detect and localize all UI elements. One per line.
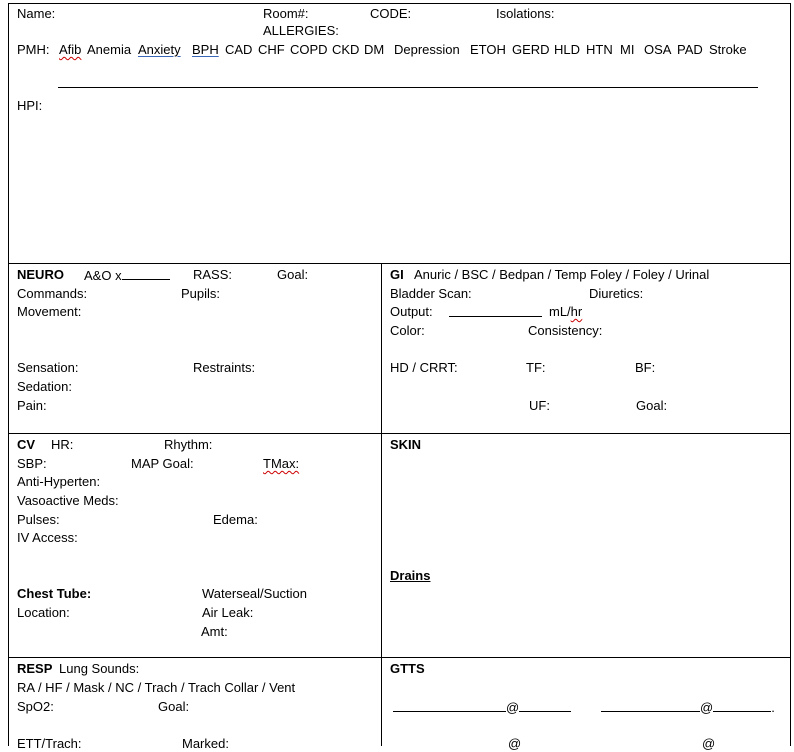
pmh-item: HTN (586, 42, 613, 57)
pmh-item: GERD (512, 42, 550, 57)
rass-label: RASS: (193, 267, 233, 282)
hr-label: HR: (51, 437, 74, 452)
marked-label: Marked: (182, 736, 229, 751)
edema-label: Edema: (213, 512, 258, 527)
map-goal-label: MAP Goal: (131, 456, 194, 471)
sedation-label: Sedation: (17, 379, 72, 394)
ett-trach-label: ETT/Trach: (17, 736, 82, 751)
restraints-label: Restraints: (193, 360, 256, 375)
isolations-label: Isolations: (496, 6, 555, 21)
tmax-label: TMax: (263, 456, 300, 471)
gi-goal-label: Goal: (636, 398, 668, 413)
pmh-item: MI (620, 42, 635, 57)
sbp-label: SBP: (17, 456, 47, 471)
allergies-label: ALLERGIES: (263, 23, 339, 38)
pmh-item: Afib (59, 42, 82, 57)
frame-left (8, 3, 9, 746)
chest-tube-label: Chest Tube: (17, 586, 92, 601)
skin-title: SKIN (390, 437, 422, 452)
commands-label: Commands: (17, 286, 88, 301)
pmh-item: Depression (394, 42, 460, 57)
pmh-item: DM (364, 42, 385, 57)
output-unit: mL/hr (549, 304, 583, 319)
code-label: CODE: (370, 6, 412, 21)
movement-label: Movement: (17, 304, 82, 319)
pmh-item: ETOH (470, 42, 506, 57)
output-label: Output: (390, 304, 433, 319)
room-label: Room#: (263, 6, 309, 21)
divider-header (8, 263, 791, 264)
gtts-entry[interactable]: @ (508, 736, 522, 751)
ao-blank[interactable] (122, 267, 170, 280)
pmh-item: Anxiety (138, 42, 181, 57)
resp-modes: RA / HF / Mask / NC / Trach / Trach Collar / Vent (17, 680, 296, 695)
sensation-label: Sensation: (17, 360, 79, 375)
frame-top (8, 3, 791, 4)
hpi-label: HPI: (17, 98, 43, 113)
divider-cv-resp (8, 657, 791, 658)
pmh-item: COPD (290, 42, 328, 57)
tf-label: TF: (526, 360, 546, 375)
antihypertensive-label: Anti-Hyperten: (17, 474, 101, 489)
gtts-entry[interactable]: @ . (601, 699, 775, 716)
consistency-label: Consistency: (528, 323, 603, 338)
divider-neuro-cv (8, 433, 791, 434)
cv-title: CV (17, 437, 36, 452)
pmh-item: PAD (677, 42, 703, 57)
pmh-item: BPH (192, 42, 219, 57)
drains-title: Drains (390, 568, 431, 583)
neuro-title: NEURO (17, 267, 64, 282)
gtts-title: GTTS (390, 661, 425, 676)
location-label: Location: (17, 605, 70, 620)
uf-label: UF: (529, 398, 550, 413)
pmh-rule (58, 87, 758, 88)
neuro-goal-label: Goal: (277, 267, 309, 282)
gi-options: Anuric / BSC / Bedpan / Temp Foley / Foley / Urinal (414, 267, 710, 282)
resp-goal-label: Goal: (158, 699, 190, 714)
diuretics-label: Diuretics: (589, 286, 644, 301)
lung-sounds-label: Lung Sounds: (59, 661, 140, 676)
pmh-item: HLD (554, 42, 581, 57)
iv-access-label: IV Access: (17, 530, 78, 545)
rhythm-label: Rhythm: (164, 437, 213, 452)
spo2-label: SpO2: (17, 699, 54, 714)
pupils-label: Pupils: (181, 286, 221, 301)
divider-vertical (381, 263, 382, 746)
pmh-item: CAD (225, 42, 253, 57)
ao-label: A&O x (84, 267, 170, 284)
pmh-label: PMH: (17, 42, 50, 57)
pain-label: Pain: (17, 398, 47, 413)
pmh-item: OSA (644, 42, 672, 57)
bladder-scan-label: Bladder Scan: (390, 286, 472, 301)
gi-title: GI (390, 267, 404, 282)
gtts-entry[interactable]: @ (702, 736, 716, 751)
pmh-item: Stroke (709, 42, 747, 57)
air-leak-label: Air Leak: (202, 605, 254, 620)
pulses-label: Pulses: (17, 512, 60, 527)
vasoactive-label: Vasoactive Meds: (17, 493, 119, 508)
amt-label: Amt: (201, 624, 228, 639)
frame-right (790, 3, 791, 746)
output-blank[interactable] (449, 304, 542, 321)
resp-title: RESP (17, 661, 53, 676)
pmh-item: Anemia (87, 42, 132, 57)
pmh-item: CHF (258, 42, 285, 57)
name-label: Name: (17, 6, 56, 21)
color-label: Color: (390, 323, 425, 338)
pmh-item: CKD (332, 42, 360, 57)
waterseal-label: Waterseal/Suction (202, 586, 308, 601)
gtts-entry[interactable]: @ (393, 699, 571, 716)
bf-label: BF: (635, 360, 656, 375)
hd-crrt-label: HD / CRRT: (390, 360, 458, 375)
